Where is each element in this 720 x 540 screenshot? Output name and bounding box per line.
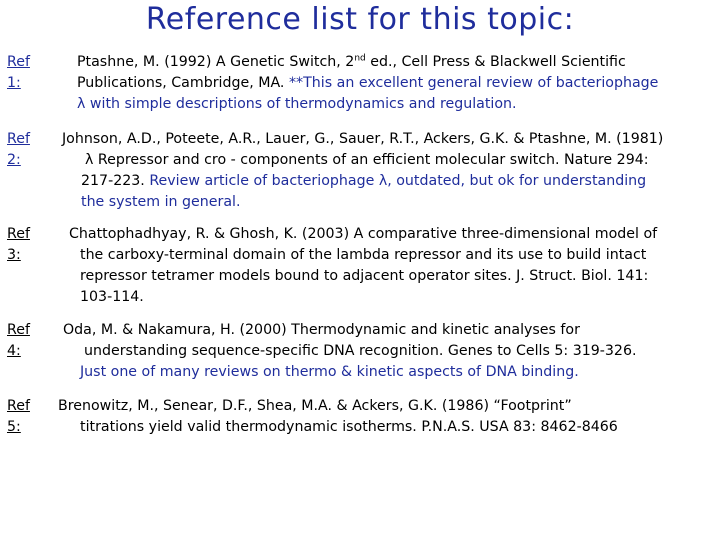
lambda-symbol: λ [85, 152, 94, 168]
ref-line: 103-114. [80, 289, 144, 305]
lambda-symbol: λ [378, 173, 388, 189]
ref-line: understanding sequence-specific DNA recognition. Genes to Cells 5: 319-326. [84, 343, 637, 359]
ref-line: Johnson, A.D., Poteete, A.R., Lauer, G., Sauer, R.T., Ackers, G.K. & Ptashne, M. (1981) [62, 131, 664, 147]
ref-label: Ref 3: [7, 226, 30, 263]
ref-comment: Review article of bacteriophage [149, 173, 379, 189]
ref-text: Repressor and cro - components of an efficient molecular switch. Nature 294: [93, 152, 649, 168]
ref-line [77, 73, 658, 94]
ref-label: Ref 4: [7, 322, 30, 359]
ref-line: the carboxy-terminal domain of the lambda repressor and its use to build intact [80, 247, 647, 263]
ref-line [77, 52, 626, 73]
lambda-symbol: λ [77, 96, 86, 112]
ref-comment: , outdated, but ok for understanding [387, 173, 647, 189]
ref-line [81, 171, 646, 192]
ref-line: repressor tetramer models bound to adjacent operator sites. J. Struct. Biol. 141: [80, 268, 649, 284]
ref-comment: **This an excellent general review of bacteriophage [288, 75, 659, 91]
ref-text: 217-223. [81, 173, 150, 189]
ref-line: Brenowitz, M., Senear, D.F., Shea, M.A. & Ackers, G.K. (1986) “Footprint” [58, 398, 572, 414]
ref-line: the system in general. [81, 194, 241, 210]
ref-text: Publications, Cambridge, MA. [77, 75, 289, 91]
ref-line [85, 150, 649, 171]
page-title: Reference list for this topic: [145, 2, 575, 37]
ref-label: Ref 1: [7, 54, 30, 91]
ref-line: Oda, M. & Nakamura, H. (2000) Thermodynamic and kinetic analyses for [63, 322, 580, 338]
ref-label: Ref 5: [7, 398, 30, 435]
ref-comment: Just one of many reviews on thermo & kinetic aspects of DNA binding. [80, 364, 579, 380]
ref-text: ed., Cell Press & Blackwell Scientific [365, 54, 626, 70]
ref-text: Ptashne, M. (1992) A Genetic Switch, 2 [77, 54, 355, 70]
superscript: nd [354, 53, 366, 64]
ref-comment: with simple descriptions of thermodynamics and regulation. [85, 96, 517, 112]
ref-line: titrations yield valid thermodynamic isotherms. P.N.A.S. USA 83: 8462-8466 [80, 419, 618, 435]
ref-line [77, 94, 517, 115]
ref-label: Ref 2: [7, 131, 30, 168]
ref-line: Chattophadhyay, R. & Ghosh, K. (2003) A comparative three-dimensional model of [69, 226, 658, 242]
